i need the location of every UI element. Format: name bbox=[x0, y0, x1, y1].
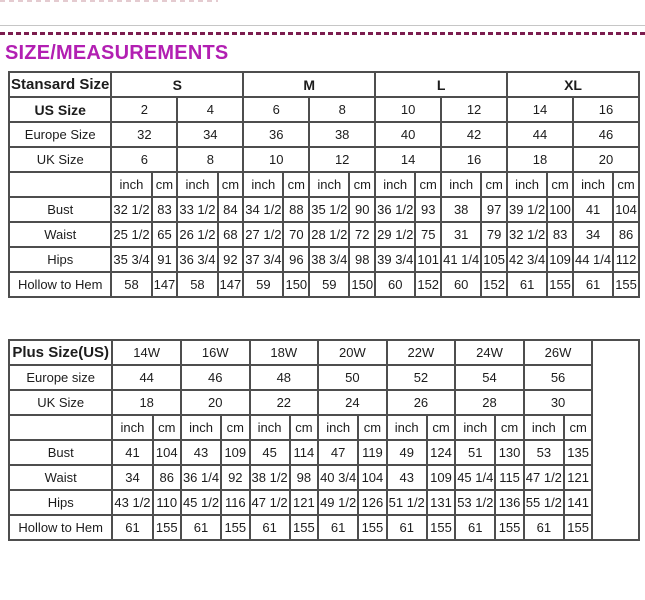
table-cell: 31 bbox=[441, 222, 481, 247]
table-cell: 86 bbox=[613, 222, 639, 247]
table-cell: 55 1/2 bbox=[524, 490, 564, 515]
table-cell: inch bbox=[112, 415, 152, 440]
table-cell: inch bbox=[524, 415, 564, 440]
table-cell: 40 3/4 bbox=[318, 465, 358, 490]
table-cell: 121 bbox=[564, 465, 592, 490]
table-cell: 22 bbox=[250, 390, 319, 415]
table-cell: inch bbox=[250, 415, 290, 440]
table-cell: 60 bbox=[375, 272, 415, 297]
row-label-cell: US Size bbox=[9, 97, 111, 122]
table-cell: 53 bbox=[524, 440, 564, 465]
table-cell: 96 bbox=[283, 247, 309, 272]
table-cell: 110 bbox=[153, 490, 181, 515]
table-cell: 42 3/4 bbox=[507, 247, 547, 272]
table-cell: 33 1/2 bbox=[177, 197, 217, 222]
table-cell: 34 1/2 bbox=[243, 197, 283, 222]
table-cell: 97 bbox=[481, 197, 507, 222]
table-cell: 65 bbox=[152, 222, 178, 247]
table-cell: 20 bbox=[573, 147, 639, 172]
table-cell: 116 bbox=[221, 490, 249, 515]
table-cell: 45 1/2 bbox=[181, 490, 221, 515]
table-cell: 155 bbox=[495, 515, 523, 540]
table-cell: 12 bbox=[309, 147, 375, 172]
table-cell: 34 bbox=[112, 465, 152, 490]
table-cell: 26 bbox=[387, 390, 456, 415]
table-cell: 44 bbox=[507, 122, 573, 147]
table-cell: 44 bbox=[112, 365, 181, 390]
table-cell: 34 bbox=[573, 222, 613, 247]
table-cell: 20 bbox=[181, 390, 250, 415]
table-cell: inch bbox=[455, 415, 495, 440]
table-cell: 38 1/2 bbox=[250, 465, 290, 490]
table-cell: 105 bbox=[481, 247, 507, 272]
table-cell: 34 bbox=[177, 122, 243, 147]
column-header-cell: XL bbox=[507, 72, 639, 97]
table-cell: 47 1/2 bbox=[250, 490, 290, 515]
table-cell: 112 bbox=[613, 247, 639, 272]
table-cell: cm bbox=[495, 415, 523, 440]
table-cell: 37 3/4 bbox=[243, 247, 283, 272]
table-cell: 88 bbox=[283, 197, 309, 222]
table-cell: 38 bbox=[441, 197, 481, 222]
column-header-cell: M bbox=[243, 72, 375, 97]
table-cell: 93 bbox=[415, 197, 441, 222]
table-cell: 8 bbox=[177, 147, 243, 172]
table-row bbox=[9, 465, 639, 490]
horizontal-rule bbox=[0, 25, 645, 26]
table-cell: 155 bbox=[427, 515, 455, 540]
table-cell: inch bbox=[111, 172, 151, 197]
table-cell: 46 bbox=[181, 365, 250, 390]
table-cell: 86 bbox=[153, 465, 181, 490]
plus-size-table bbox=[8, 339, 640, 541]
table-cell: 141 bbox=[564, 490, 592, 515]
table-cell: 115 bbox=[495, 465, 523, 490]
table-cell: 61 bbox=[455, 515, 495, 540]
table-cell: inch bbox=[177, 172, 217, 197]
table-cell: 41 1/4 bbox=[441, 247, 481, 272]
table-cell: 58 bbox=[177, 272, 217, 297]
table-cell: 59 bbox=[243, 272, 283, 297]
cropped-text-artifact bbox=[0, 0, 218, 2]
table-cell: 4 bbox=[177, 97, 243, 122]
table-cell: inch bbox=[375, 172, 415, 197]
table-row bbox=[9, 97, 639, 122]
row-label-cell: UK Size bbox=[9, 390, 112, 415]
row-label-cell: Hollow to Hem bbox=[9, 515, 112, 540]
row-label-cell: Bust bbox=[9, 197, 111, 222]
page-title: SIZE/MEASUREMENTS bbox=[5, 42, 229, 64]
table-cell: 61 bbox=[507, 272, 547, 297]
table-cell: 61 bbox=[250, 515, 290, 540]
table-cell: 61 bbox=[181, 515, 221, 540]
table-cell: inch bbox=[441, 172, 481, 197]
table-cell: 47 1/2 bbox=[524, 465, 564, 490]
table-cell: 51 bbox=[455, 440, 495, 465]
table-cell: 79 bbox=[481, 222, 507, 247]
table-row bbox=[9, 415, 639, 440]
table-row bbox=[9, 172, 639, 197]
table-cell: 61 bbox=[112, 515, 152, 540]
table-cell: 155 bbox=[153, 515, 181, 540]
table-cell: 25 1/2 bbox=[111, 222, 151, 247]
table-cell: 51 1/2 bbox=[387, 490, 427, 515]
table-cell: cm bbox=[564, 415, 592, 440]
table-cell: 29 1/2 bbox=[375, 222, 415, 247]
table-cell: 2 bbox=[111, 97, 177, 122]
table-cell: 45 1/4 bbox=[455, 465, 495, 490]
table-cell: 30 bbox=[524, 390, 593, 415]
table-cell: 48 bbox=[250, 365, 319, 390]
table-cell: 109 bbox=[427, 465, 455, 490]
row-label-cell: Hips bbox=[9, 490, 112, 515]
table-cell: cm bbox=[349, 172, 375, 197]
table-cell: 109 bbox=[547, 247, 573, 272]
column-header-cell: 26W bbox=[524, 340, 593, 365]
table-cell: 152 bbox=[481, 272, 507, 297]
corner-header-cell: Plus Size(US) bbox=[9, 340, 112, 365]
table-row bbox=[9, 147, 639, 172]
table-cell: cm bbox=[613, 172, 639, 197]
table-cell: 121 bbox=[290, 490, 318, 515]
table-cell: 84 bbox=[218, 197, 244, 222]
table-cell: 109 bbox=[221, 440, 249, 465]
table-cell: 92 bbox=[221, 465, 249, 490]
table-cell: 28 1/2 bbox=[309, 222, 349, 247]
table-cell: 39 1/2 bbox=[507, 197, 547, 222]
table-cell: 155 bbox=[613, 272, 639, 297]
table-cell: 28 bbox=[455, 390, 524, 415]
table-cell: 61 bbox=[524, 515, 564, 540]
table-cell: 150 bbox=[283, 272, 309, 297]
table-cell: 152 bbox=[415, 272, 441, 297]
table-cell: 6 bbox=[111, 147, 177, 172]
table-cell: 136 bbox=[495, 490, 523, 515]
column-header-cell: L bbox=[375, 72, 507, 97]
table-cell: 92 bbox=[218, 247, 244, 272]
table-cell: 61 bbox=[573, 272, 613, 297]
table-cell: 32 bbox=[111, 122, 177, 147]
table-cell: 16 bbox=[573, 97, 639, 122]
table-cell: 124 bbox=[427, 440, 455, 465]
table-cell: cm bbox=[415, 172, 441, 197]
table-cell: 90 bbox=[349, 197, 375, 222]
table-cell: 155 bbox=[564, 515, 592, 540]
table-cell: 8 bbox=[309, 97, 375, 122]
table-cell: 16 bbox=[441, 147, 507, 172]
table-cell: 100 bbox=[547, 197, 573, 222]
table-cell: 135 bbox=[564, 440, 592, 465]
column-header-cell: S bbox=[111, 72, 243, 97]
table-cell: cm bbox=[547, 172, 573, 197]
table-cell: inch bbox=[243, 172, 283, 197]
table-cell: 50 bbox=[318, 365, 387, 390]
table-cell: 104 bbox=[613, 197, 639, 222]
table-cell: 43 bbox=[181, 440, 221, 465]
table-cell: 18 bbox=[507, 147, 573, 172]
table-cell: 45 bbox=[250, 440, 290, 465]
table-cell: cm bbox=[218, 172, 244, 197]
table-cell: 91 bbox=[152, 247, 178, 272]
table-cell: 24 bbox=[318, 390, 387, 415]
table-cell: cm bbox=[153, 415, 181, 440]
table-row bbox=[9, 122, 639, 147]
row-label-cell: Europe Size bbox=[9, 122, 111, 147]
table-cell: 83 bbox=[152, 197, 178, 222]
table-cell: 58 bbox=[111, 272, 151, 297]
table-cell: 36 1/4 bbox=[181, 465, 221, 490]
table-cell: 104 bbox=[153, 440, 181, 465]
table-cell: inch bbox=[573, 172, 613, 197]
column-header-cell: 20W bbox=[318, 340, 387, 365]
column-header-cell: 22W bbox=[387, 340, 456, 365]
table-row bbox=[9, 515, 639, 540]
table-cell: 155 bbox=[358, 515, 386, 540]
table-cell: 18 bbox=[112, 390, 181, 415]
table-cell: 38 bbox=[309, 122, 375, 147]
table-cell: inch bbox=[181, 415, 221, 440]
table-cell: 59 bbox=[309, 272, 349, 297]
table-cell: 155 bbox=[547, 272, 573, 297]
table-cell: 44 1/4 bbox=[573, 247, 613, 272]
row-label-cell bbox=[9, 415, 112, 440]
column-header-cell: 14W bbox=[112, 340, 181, 365]
row-label-cell: Waist bbox=[9, 465, 112, 490]
table-cell: 75 bbox=[415, 222, 441, 247]
table-cell: 49 bbox=[387, 440, 427, 465]
row-label-cell: Europe size bbox=[9, 365, 112, 390]
table-cell: 104 bbox=[358, 465, 386, 490]
table-cell: 83 bbox=[547, 222, 573, 247]
table-cell: 98 bbox=[349, 247, 375, 272]
table-cell: 46 bbox=[573, 122, 639, 147]
table-cell: inch bbox=[387, 415, 427, 440]
table-cell: 36 3/4 bbox=[177, 247, 217, 272]
table-cell: cm bbox=[152, 172, 178, 197]
table-cell: 114 bbox=[290, 440, 318, 465]
table-row bbox=[9, 72, 639, 97]
size-charts bbox=[8, 71, 640, 541]
table-cell: cm bbox=[358, 415, 386, 440]
table-cell: 49 1/2 bbox=[318, 490, 358, 515]
column-header-cell: 18W bbox=[250, 340, 319, 365]
table-cell: 43 bbox=[387, 465, 427, 490]
table-row bbox=[9, 197, 639, 222]
table-cell: 6 bbox=[243, 97, 309, 122]
column-header-cell: 16W bbox=[181, 340, 250, 365]
table-cell: 52 bbox=[387, 365, 456, 390]
table-cell: 41 bbox=[573, 197, 613, 222]
table-cell: cm bbox=[283, 172, 309, 197]
table-row bbox=[9, 340, 639, 365]
table-cell: 40 bbox=[375, 122, 441, 147]
table-cell: 39 3/4 bbox=[375, 247, 415, 272]
table-cell: 147 bbox=[152, 272, 178, 297]
table-cell: 155 bbox=[290, 515, 318, 540]
column-header-cell bbox=[592, 340, 639, 540]
row-label-cell: Hips bbox=[9, 247, 111, 272]
corner-header-cell: Stansard Size bbox=[9, 72, 111, 97]
table-cell: 147 bbox=[218, 272, 244, 297]
table-cell: cm bbox=[427, 415, 455, 440]
table-cell: inch bbox=[507, 172, 547, 197]
table-cell: 150 bbox=[349, 272, 375, 297]
table-row bbox=[9, 490, 639, 515]
table-row bbox=[9, 272, 639, 297]
table-cell: 130 bbox=[495, 440, 523, 465]
table-cell: 35 1/2 bbox=[309, 197, 349, 222]
magenta-dashed-divider bbox=[0, 32, 645, 35]
table-cell: 10 bbox=[375, 97, 441, 122]
table-cell: inch bbox=[309, 172, 349, 197]
table-cell: 61 bbox=[318, 515, 358, 540]
table-cell: 119 bbox=[358, 440, 386, 465]
table-cell: 61 bbox=[387, 515, 427, 540]
table-cell: 36 1/2 bbox=[375, 197, 415, 222]
table-cell: 10 bbox=[243, 147, 309, 172]
table-cell: 35 3/4 bbox=[111, 247, 151, 272]
table-cell: 32 1/2 bbox=[111, 197, 151, 222]
table-cell: 72 bbox=[349, 222, 375, 247]
row-label-cell: Waist bbox=[9, 222, 111, 247]
table-cell: 101 bbox=[415, 247, 441, 272]
standard-size-table bbox=[8, 71, 640, 298]
row-label-cell: UK Size bbox=[9, 147, 111, 172]
table-cell: 68 bbox=[218, 222, 244, 247]
table-cell: 14 bbox=[375, 147, 441, 172]
table-cell: 131 bbox=[427, 490, 455, 515]
table-row bbox=[9, 247, 639, 272]
table-cell: 42 bbox=[441, 122, 507, 147]
table-row bbox=[9, 222, 639, 247]
row-label-cell bbox=[9, 172, 111, 197]
table-row bbox=[9, 390, 639, 415]
table-cell: 54 bbox=[455, 365, 524, 390]
table-cell: 26 1/2 bbox=[177, 222, 217, 247]
row-label-cell: Bust bbox=[9, 440, 112, 465]
table-row bbox=[9, 365, 639, 390]
column-header-cell: 24W bbox=[455, 340, 524, 365]
table-cell: inch bbox=[318, 415, 358, 440]
table-cell: 12 bbox=[441, 97, 507, 122]
table-cell: 70 bbox=[283, 222, 309, 247]
table-cell: 41 bbox=[112, 440, 152, 465]
table-cell: 32 1/2 bbox=[507, 222, 547, 247]
table-cell: 155 bbox=[221, 515, 249, 540]
table-cell: 126 bbox=[358, 490, 386, 515]
table-cell: 36 bbox=[243, 122, 309, 147]
table-cell: 47 bbox=[318, 440, 358, 465]
table-cell: 56 bbox=[524, 365, 593, 390]
table-cell: 60 bbox=[441, 272, 481, 297]
table-cell: cm bbox=[290, 415, 318, 440]
table-cell: cm bbox=[221, 415, 249, 440]
table-cell: 98 bbox=[290, 465, 318, 490]
row-label-cell: Hollow to Hem bbox=[9, 272, 111, 297]
table-cell: 27 1/2 bbox=[243, 222, 283, 247]
table-cell: 38 3/4 bbox=[309, 247, 349, 272]
table-cell: 43 1/2 bbox=[112, 490, 152, 515]
table-row bbox=[9, 440, 639, 465]
table-cell: 14 bbox=[507, 97, 573, 122]
table-cell: cm bbox=[481, 172, 507, 197]
table-cell: 53 1/2 bbox=[455, 490, 495, 515]
